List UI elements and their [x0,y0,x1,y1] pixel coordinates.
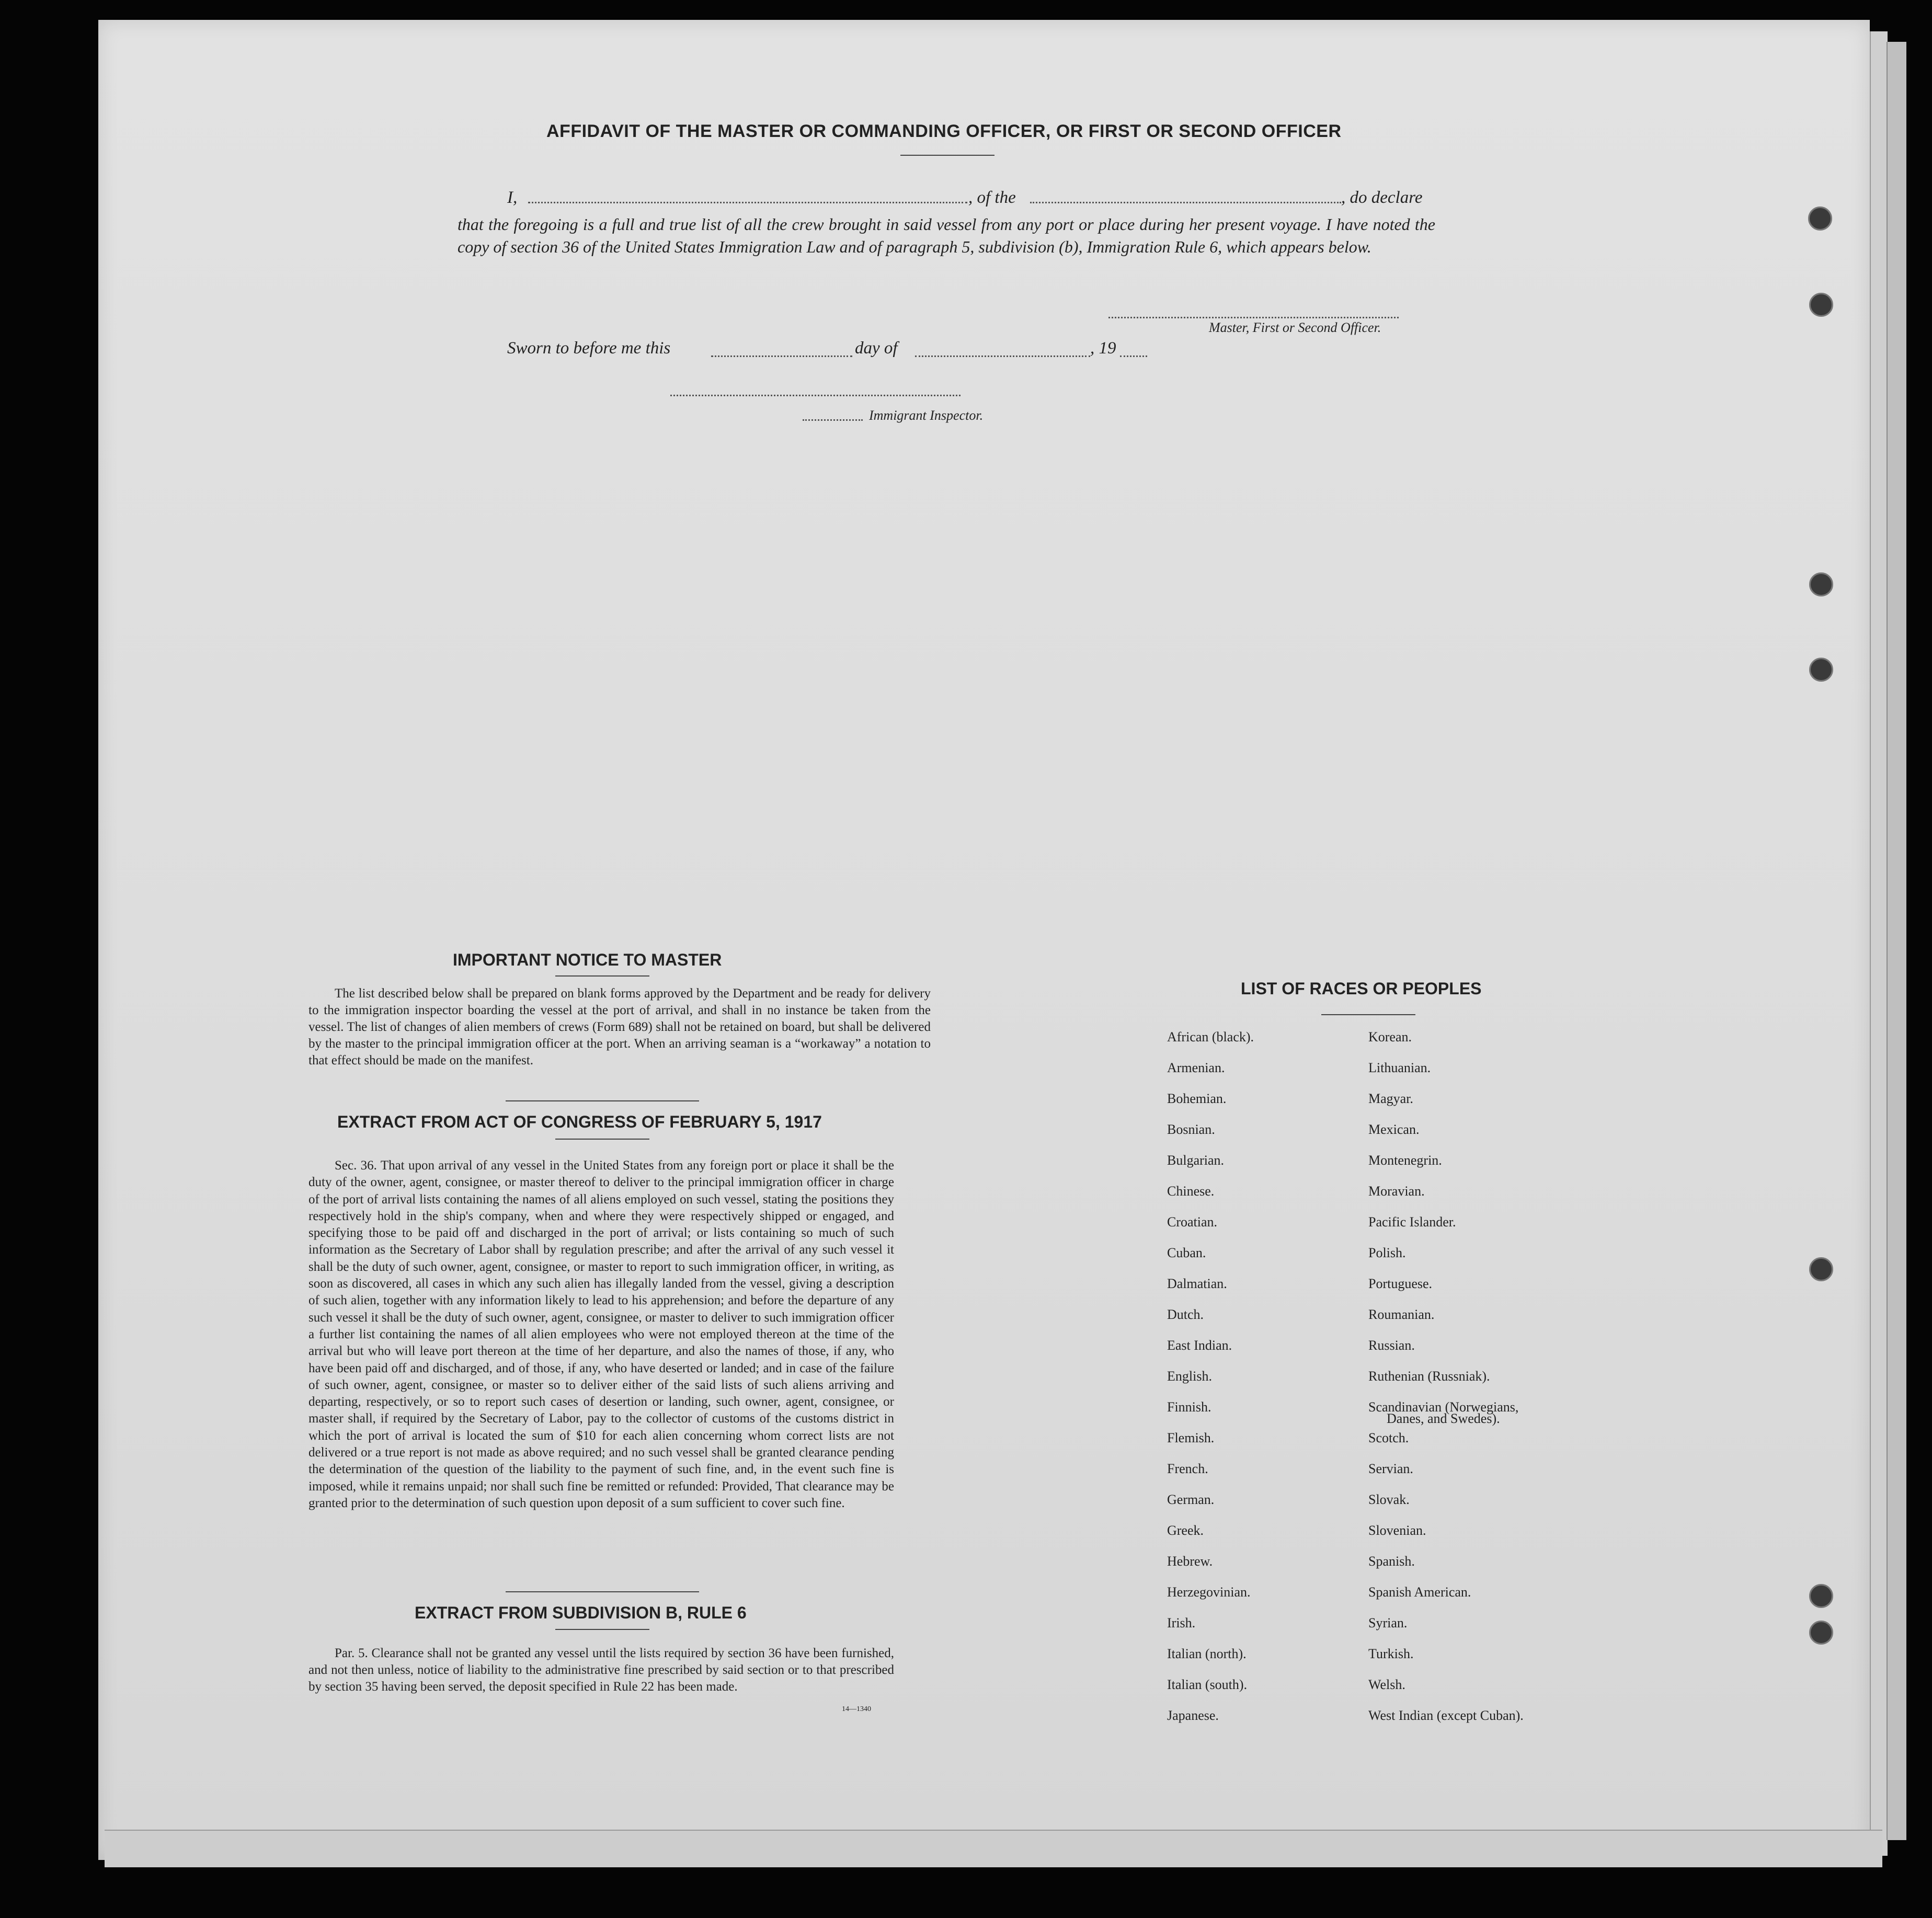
punch-hole-icon [1809,293,1833,317]
extract-act-title: EXTRACT FROM ACT OF CONGRESS OF FEBRUARY 5, 1917 [337,1112,822,1131]
race-item: West Indian (except Cuban). [1368,1708,1524,1723]
sworn-day-of: day of [855,339,898,358]
race-item: Herzegovinian. [1167,1584,1251,1600]
race-item: Pacific Islander. [1368,1214,1456,1230]
affidavit-i: I, [507,188,518,207]
punch-hole-icon [1808,206,1832,231]
inspector-blank [803,419,863,421]
race-item: Bohemian. [1167,1091,1227,1106]
race-item: English. [1167,1369,1212,1384]
punch-hole-icon [1809,1584,1833,1608]
race-item: Roumanian. [1368,1307,1435,1322]
divider [900,155,994,156]
race-item: Montenegrin. [1368,1153,1442,1168]
divider [1321,1014,1415,1015]
race-item: French. [1167,1461,1208,1476]
extract-rule-title: EXTRACT FROM SUBDIVISION B, RULE 6 [415,1603,747,1622]
affidavit-of-the: , of the [968,188,1016,207]
race-item: German. [1167,1492,1215,1507]
extract-act-body: Sec. 36. That upon arrival of any vessel in the United States from any foreign port or place it shall be the duty of the owner, agent, consignee, or master thereof to deliver to the principal immigration officer in charge of the port of arrival lists containing the names of all aliens employed on such vessel, stating the positions they respectively hold in the ship's company, when and where they were respectively shipped or engaged, and specifying those to be paid off and discharged in the port of arrival; or lists containing so much of such information as the Secretary of Labor shall by regulation prescribe; and after the arrival of any such vessel it shall be the duty of such owner, agent, consignee, or master to report to such immigration officer, in writing, as soon as discovered, all cases in which any such alien has illegally landed from the vessel, giving a description of such alien, together with any information likely to lead to his apprehension; and before the departure of any such vessel it shall be the duty of such owner, agent, consignee, or master to deliver to such immigration officer a further list containing the names of all alien employees who were not employed thereon at the time of the arrival but who will leave port thereon at the time of her departure, and also the names of those, if any, who have been paid off and discharged, and of those, if any, who have deserted or landed; and in case of the failure of such owner, agent, consignee, or master so to deliver either of the said lists of such aliens arriving and departing, respectively, or so to report such cases of desertion or landing, such owner, agent, consignee, or master shall, if required by the Secretary of Labor, pay to the collector of customs of the customs district in which the port of arrival is located the sum of $10 for each alien concerning whom correct lists are not delivered or a true report is not made as above required; and no such vessel shall be granted clearance pending the determination of the question of the liability to the payment of such fine, and, in the event such fine is imposed, while it remains unpaid; nor shall such fine be remitted or refunded: Provided, That clearance may be granted prior to the determination of such question upon deposit of a sum sufficient to cover such fine. [308,1158,894,1510]
inspector-signature-blank [670,395,961,396]
race-item: Mexican. [1368,1122,1420,1137]
sworn-prefix: Sworn to before me this [507,339,671,358]
race-item: Japanese. [1167,1708,1219,1723]
race-item: Greek. [1167,1523,1204,1538]
race-item: African (black). [1167,1029,1254,1044]
divider [555,975,649,977]
race-item: Russian. [1368,1338,1415,1353]
race-item: Croatian. [1167,1214,1218,1230]
divider [555,1629,649,1630]
day-blank [711,355,852,357]
notice-body: The list described below shall be prepared on blank forms approved by the Department and be ready for delivery to the immigration inspector boarding the vessel at the port of arrival, and shall in no instance be taken from the vessel. The list of changes of alien members of crews (Form 689) shall not be retained on board, but shall be delivered by the master to the principal immigration officer at the port. When an arriving seaman is a “workaway” a notation to that effect should be made on the manifest. [308,986,931,1067]
name-blank [528,202,967,203]
races-title: LIST OF RACES OR PEOPLES [1241,979,1482,998]
race-item: Slovenian. [1368,1523,1426,1538]
race-item: Korean. [1368,1029,1412,1044]
race-item: Bulgarian. [1167,1153,1225,1168]
year-blank [1120,355,1147,357]
race-item: Lithuanian. [1368,1060,1431,1075]
punch-hole-icon [1809,1257,1833,1281]
race-item: Chinese. [1167,1184,1215,1199]
affidavit-title: AFFIDAVIT OF THE MASTER OR COMMANDING OFFICER, OR FIRST OR SECOND OFFICER [546,121,1342,141]
race-item: Spanish. [1368,1554,1415,1569]
page-edge-strip [105,1830,1882,1867]
punch-hole-icon [1809,1621,1833,1645]
race-item: Irish. [1167,1615,1196,1630]
race-item: Italian (south). [1167,1677,1248,1692]
race-item: Servian. [1368,1461,1413,1476]
page-edge-strip [1887,42,1906,1840]
race-item: Dalmatian. [1167,1276,1227,1291]
race-item: East Indian. [1167,1338,1232,1353]
page-edge-strip [1870,31,1888,1856]
race-item: Welsh. [1368,1677,1405,1692]
divider [506,1100,699,1101]
race-item: Dutch. [1167,1307,1204,1322]
document-page [98,20,1870,1860]
vessel-blank [1030,202,1341,203]
race-item: Bosnian. [1167,1122,1215,1137]
inspector-label: Immigrant Inspector. [869,408,984,423]
race-item: Armenian. [1167,1060,1225,1075]
race-item: Moravian. [1368,1184,1425,1199]
race-item: Scandinavian (Norwegians, [1368,1399,1519,1415]
race-item: Cuban. [1167,1245,1206,1260]
notice-title: IMPORTANT NOTICE TO MASTER [453,950,722,969]
race-item: Syrian. [1368,1615,1408,1630]
divider [555,1139,649,1140]
signature-label: Master, First or Second Officer. [1209,320,1381,335]
affidavit-declare: , do declare [1341,188,1423,207]
punch-hole-icon [1809,658,1833,682]
month-blank [915,355,1090,357]
sworn-year: , 19 [1090,339,1116,358]
race-item: Ruthenian (Russniak). [1368,1369,1490,1384]
affidavit-body: that the foregoing is a full and true list of all the crew brought in said vessel from any port or place during her present voyage. I have noted the copy of section 36 of the United States Immigration Law and of paragraph 5, subdivision (b), Immigration Rule 6, which appears below. [458,215,1435,256]
race-item: Magyar. [1368,1091,1413,1106]
signature-blank [1108,317,1399,318]
race-item: Danes, and Swedes). [1387,1411,1500,1426]
form-number: 14—1340 [842,1705,871,1713]
race-item: Spanish American. [1368,1584,1471,1600]
race-item: Flemish. [1167,1430,1215,1445]
divider [506,1591,699,1592]
race-item: Scotch. [1368,1430,1409,1445]
race-item: Turkish. [1368,1646,1414,1661]
race-item: Italian (north). [1167,1646,1247,1661]
race-item: Hebrew. [1167,1554,1213,1569]
race-item: Slovak. [1368,1492,1410,1507]
race-item: Finnish. [1167,1399,1211,1415]
punch-hole-icon [1809,572,1833,596]
extract-rule-body: Par. 5. Clearance shall not be granted any vessel until the lists required by section 36 have been furnished, and not then unless, notice of liability to the administrative fine prescribed by said section or to that prescribed by section 35 having been served, the deposit specified in Rule 22 has been made. [308,1646,894,1694]
race-item: Polish. [1368,1245,1406,1260]
race-item: Portuguese. [1368,1276,1433,1291]
